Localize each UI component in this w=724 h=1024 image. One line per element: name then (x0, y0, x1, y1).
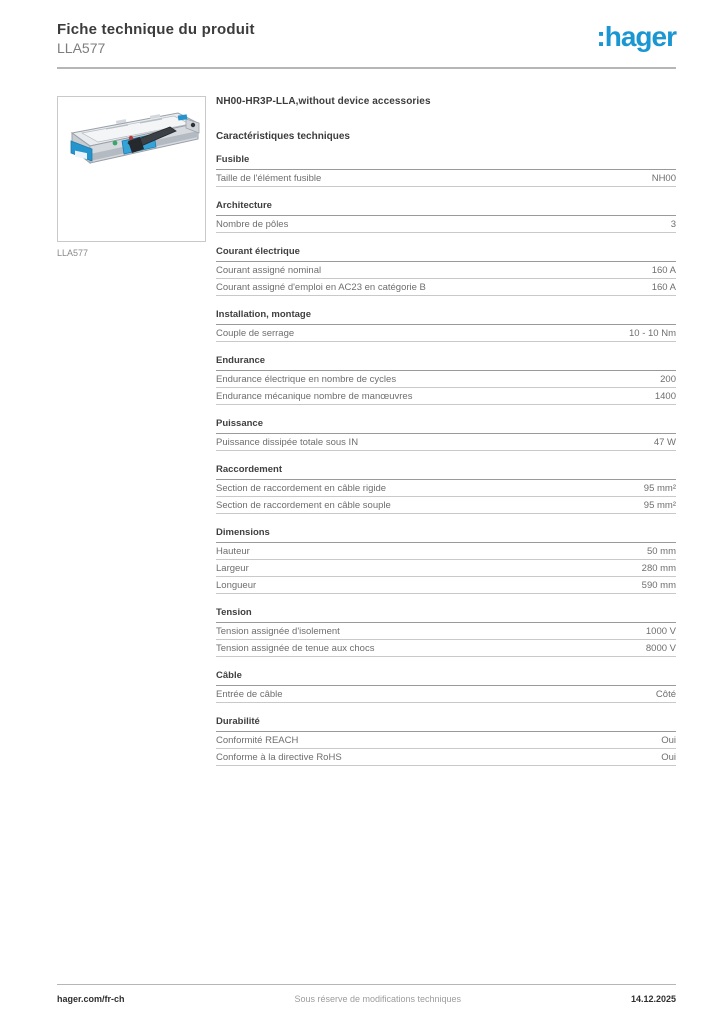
section-title: Puissance (216, 418, 676, 434)
row-value: 47 W (653, 437, 676, 448)
product-code: LLA577 (57, 40, 106, 56)
row-value: 95 mm² (643, 500, 676, 511)
section-title: Tension (216, 607, 676, 623)
spec-sections (216, 154, 676, 766)
page-header (57, 20, 676, 57)
table-row (216, 434, 676, 451)
spec-section (216, 418, 676, 451)
table-row (216, 560, 676, 577)
table-row (216, 371, 676, 388)
product-image-frame (57, 96, 206, 242)
table-row (216, 623, 676, 640)
row-label: Courant assigné nominal (216, 265, 322, 276)
row-label: Conforme à la directive RoHS (216, 752, 342, 763)
row-label: Longueur (216, 580, 257, 591)
section-title: Architecture (216, 200, 676, 216)
row-label: Section de raccordement en câble rigide (216, 483, 387, 494)
main-content (57, 96, 676, 766)
row-value: 50 mm (646, 546, 676, 557)
section-title: Courant électrique (216, 246, 676, 262)
spec-section (216, 154, 676, 187)
section-title: Installation, montage (216, 309, 676, 325)
row-label: Tension assignée d'isolement (216, 626, 340, 637)
footer-date: 14.12.2025 (630, 994, 676, 1004)
table-row (216, 480, 676, 497)
row-label: Endurance électrique en nombre de cycles (216, 374, 397, 385)
row-value: 10 - 10 Nm (629, 328, 676, 339)
row-label: Endurance mécanique nombre de manœuvres (216, 391, 413, 402)
table-row (216, 388, 676, 405)
spec-table-column (216, 96, 676, 766)
row-label: Section de raccordement en câble souple (216, 500, 391, 511)
spec-section (216, 607, 676, 657)
row-value: 95 mm² (643, 483, 676, 494)
product-image-column (57, 96, 206, 766)
table-row (216, 640, 676, 657)
section-title: Câble (216, 670, 676, 686)
table-row (216, 686, 676, 703)
product-image-caption: LLA577 (57, 248, 89, 258)
row-value: 160 A (651, 282, 676, 293)
row-label: Hauteur (216, 546, 250, 557)
footer-website-link[interactable]: hager.com/fr-ch (57, 994, 125, 1004)
table-row (216, 543, 676, 560)
spec-section (216, 716, 676, 766)
row-label: Conformité REACH (216, 735, 299, 746)
spec-section (216, 670, 676, 703)
row-label: Largeur (216, 563, 249, 574)
table-row (216, 577, 676, 594)
footer-divider (57, 984, 676, 986)
row-value: 590 mm (641, 580, 676, 591)
table-row (216, 325, 676, 342)
table-row (216, 732, 676, 749)
row-label: Courant assigné d'emploi en AC23 en catégorie B (216, 282, 426, 293)
footer-disclaimer: Sous réserve de modifications techniques (294, 994, 462, 1004)
product-image (58, 97, 205, 241)
table-row (216, 497, 676, 514)
spec-section (216, 355, 676, 405)
table-row (216, 170, 676, 187)
row-label: Puissance dissipée totale sous IN (216, 437, 359, 448)
row-value: 160 A (651, 265, 676, 276)
row-value: NH00 (651, 173, 676, 184)
section-title: Fusible (216, 154, 676, 170)
table-row (216, 749, 676, 766)
section-title: Endurance (216, 355, 676, 371)
page-title: Fiche technique du produit (57, 21, 255, 38)
row-value: 200 (660, 374, 676, 385)
row-label: Nombre de pôles (216, 219, 289, 230)
hager-logo: :hager (596, 21, 676, 52)
spec-table-heading: Caractéristiques techniques (216, 131, 350, 142)
row-value: Oui (661, 752, 676, 763)
table-row (216, 262, 676, 279)
row-value: Côté (655, 689, 676, 700)
page-footer (57, 984, 676, 1005)
row-value: Oui (661, 735, 676, 746)
footer-row (57, 994, 676, 1004)
section-title: Dimensions (216, 527, 676, 543)
spec-section (216, 527, 676, 594)
spec-section (216, 246, 676, 296)
spec-section (216, 309, 676, 342)
row-value: 8000 V (645, 643, 676, 654)
row-value: 3 (670, 219, 676, 230)
row-value: 1000 V (645, 626, 676, 637)
row-label: Tension assignée de tenue aux chocs (216, 643, 375, 654)
row-label: Taille de l'élément fusible (216, 173, 322, 184)
table-row (216, 279, 676, 296)
table-row (216, 216, 676, 233)
row-value: 1400 (654, 391, 676, 402)
product-name: NH00-HR3P-LLA,without device accessories (216, 96, 431, 107)
section-title: Raccordement (216, 464, 676, 480)
header-titles (57, 20, 255, 57)
spec-section (216, 464, 676, 514)
row-label: Entrée de câble (216, 689, 283, 700)
section-title: Durabilité (216, 716, 676, 732)
row-value: 280 mm (641, 563, 676, 574)
row-label: Couple de serrage (216, 328, 295, 339)
spec-section (216, 200, 676, 233)
header-divider (57, 67, 676, 69)
